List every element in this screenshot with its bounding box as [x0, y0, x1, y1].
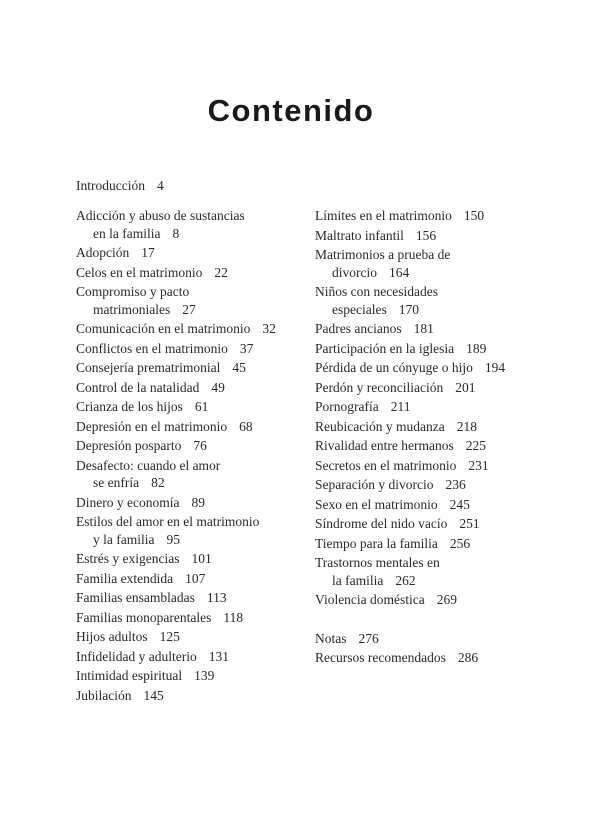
toc-entry [76, 437, 311, 455]
toc-entry [76, 550, 311, 568]
entry-label: Depresión en el matrimonio [76, 418, 228, 434]
entry-line-2 [76, 531, 311, 549]
entry-page: 218 [456, 418, 477, 434]
entry-label: Separación y divorcio [315, 477, 434, 492]
toc-entry [76, 648, 311, 666]
entry-page: 164 [389, 264, 410, 280]
entry-page: 211 [390, 399, 411, 414]
entry-page: 49 [211, 379, 225, 395]
toc-entry [315, 496, 550, 514]
toc-entry [315, 340, 550, 358]
toc-entry [76, 283, 311, 318]
entry-label: Participación en la iglesia [315, 340, 455, 356]
entry-line-1 [315, 283, 550, 301]
entry-line-2 [315, 301, 550, 319]
entry-line-1 [76, 513, 311, 531]
entry-page: 150 [463, 208, 485, 223]
entry-page: 286 [457, 650, 479, 665]
entry-page: 189 [466, 340, 487, 356]
entry-label-continued: se enfría [93, 475, 140, 490]
entry-page: 156 [415, 227, 437, 243]
toc-entry [76, 687, 311, 705]
toc-entry [315, 359, 550, 377]
toc-entry [76, 628, 311, 646]
entry-page: 145 [143, 687, 164, 703]
toc-entry [315, 283, 550, 318]
toc-entry [76, 589, 311, 607]
entry-label-continued: la familia [332, 572, 384, 588]
entry-label: Hijos adultos [76, 629, 148, 644]
entry-line-1 [76, 283, 311, 301]
entry-line-2 [315, 572, 550, 590]
toc-entry [315, 379, 550, 397]
entry-label: Tiempo para la familia [315, 535, 438, 551]
entry-page: 4 [156, 178, 164, 193]
entry-page: 8 [172, 225, 180, 241]
entry-page: 170 [398, 301, 419, 317]
toc-entry [315, 437, 550, 455]
toc-entry [76, 340, 311, 358]
entry-label: Familia extendida [76, 570, 174, 586]
entry-label: Reubicación y mudanza [315, 418, 445, 434]
entry-line-2 [315, 264, 550, 282]
toc-entry [76, 264, 311, 282]
entry-page: 113 [206, 590, 227, 605]
entry-page: 125 [159, 629, 180, 644]
entry-label: Compromiso y pacto [76, 284, 190, 299]
toc-entry [315, 630, 550, 648]
entry-page: 22 [214, 264, 228, 280]
entry-line-1 [76, 207, 311, 225]
entry-label: Sexo en el matrimonio [315, 496, 438, 512]
toc-entry [76, 457, 311, 492]
entry-label-continued: y la familia [93, 531, 155, 547]
entry-page: 76 [193, 438, 207, 453]
entry-page: 68 [239, 418, 253, 434]
entry-label: Adopción [76, 245, 130, 260]
entry-label-continued: matrimoniales [93, 301, 171, 317]
entry-label: Matrimonios a prueba de [315, 247, 451, 262]
entry-label: Celos en el matrimonio [76, 264, 203, 280]
entry-label: Recursos recomendados [315, 650, 446, 665]
entry-line-1 [76, 457, 311, 475]
section-gap [315, 611, 550, 630]
entry-label: Síndrome del nido vacío [315, 516, 448, 531]
toc-entry [76, 513, 311, 548]
toc-entry [315, 515, 550, 533]
page-title: Contenido [207, 93, 375, 128]
entry-page: 251 [459, 516, 480, 531]
toc-entry-introduccion [76, 178, 164, 194]
entry-label: Perdón y reconciliación [315, 379, 444, 395]
entry-page: 262 [395, 572, 416, 588]
entry-label: Conflictos en el matrimonio [76, 340, 228, 356]
entry-line-1 [315, 554, 550, 572]
entry-line-1 [315, 246, 550, 264]
toc-entry [315, 535, 550, 553]
entry-page: 231 [468, 457, 489, 473]
toc-entry [315, 591, 550, 609]
entry-label: Pornografía [315, 399, 379, 414]
toc-entry [315, 457, 550, 475]
entry-label: Pérdida de un cónyuge o hijo [315, 360, 473, 375]
entry-label: Secretos en el matrimonio [315, 457, 457, 473]
entry-label: Estilos del amor en el matrimonio [76, 514, 260, 529]
entry-label: Padres ancianos [315, 321, 402, 336]
toc-entry [315, 398, 550, 416]
entry-label: Dinero y economía [76, 494, 180, 510]
toc-entry [76, 418, 311, 436]
entry-line-2 [76, 474, 311, 492]
entry-page: 236 [445, 477, 466, 492]
toc-entry [315, 207, 550, 225]
entry-page: 194 [484, 360, 506, 375]
entry-page: 82 [151, 475, 165, 490]
entry-page: 269 [436, 592, 458, 607]
entry-label: Violencia doméstica [315, 592, 425, 607]
entry-label: Familias ensambladas [76, 590, 195, 605]
entry-label: Familias monoparentales [76, 609, 212, 625]
entry-label: Infidelidad y adulterio [76, 648, 197, 664]
entry-page: 181 [413, 321, 434, 336]
entry-label: Control de la natalidad [76, 379, 200, 395]
toc-left-column [76, 207, 311, 706]
toc-entry [76, 359, 311, 377]
toc-entry [315, 554, 550, 589]
toc-entry [76, 207, 311, 242]
entry-label: Desafecto: cuando el amor [76, 457, 221, 473]
toc-entry [315, 320, 550, 338]
entry-page: 139 [194, 668, 215, 683]
entry-page: 201 [455, 379, 476, 395]
entry-page: 276 [358, 630, 379, 646]
entry-page: 225 [465, 438, 486, 453]
toc-entry [315, 227, 550, 245]
entry-label: Comunicación en el matrimonio [76, 321, 251, 336]
entry-line-2 [76, 225, 311, 243]
entry-page: 245 [449, 496, 470, 512]
toc-entry [315, 649, 550, 667]
entry-page: 107 [185, 570, 206, 586]
toc-entry [315, 246, 550, 281]
toc-entry [76, 398, 311, 416]
toc-entry [76, 379, 311, 397]
entry-page: 32 [262, 321, 276, 336]
entry-label: Maltrato infantil [315, 227, 404, 243]
entry-label: Introducción [76, 178, 145, 193]
entry-label: Adicción y abuso de sustancias [76, 208, 245, 223]
entry-page: 101 [191, 551, 212, 566]
toc-entry [76, 494, 311, 512]
entry-label: Niños con necesidades [315, 284, 438, 299]
toc-entry [315, 476, 550, 494]
toc-right-column [315, 207, 550, 669]
toc-entry [76, 667, 311, 685]
entry-label: Notas [315, 630, 347, 646]
entry-line-2 [76, 301, 311, 319]
toc-entry [76, 609, 311, 627]
toc-entry [315, 418, 550, 436]
toc-entry [76, 570, 311, 588]
entry-label-continued: en la familia [93, 225, 161, 241]
entry-page: 131 [208, 648, 229, 664]
entry-label: Estrés y exigencias [76, 551, 180, 566]
entry-label-continued: divorcio [332, 264, 377, 280]
entry-label: Límites en el matrimonio [315, 208, 452, 223]
entry-label: Consejería prematrimonial [76, 360, 221, 375]
entry-page: 89 [191, 494, 205, 510]
entry-page: 95 [166, 531, 180, 547]
entry-page: 256 [449, 535, 471, 551]
entry-page: 27 [182, 301, 196, 317]
entry-page: 118 [223, 609, 244, 625]
entry-label: Jubilación [76, 687, 132, 703]
toc-entry [76, 320, 311, 338]
entry-page: 45 [232, 360, 246, 375]
entry-label: Trastornos mentales en [315, 555, 440, 570]
entry-page: 17 [141, 245, 155, 260]
toc-entry [76, 244, 311, 262]
entry-label: Rivalidad entre hermanos [315, 438, 454, 453]
entry-label: Depresión posparto [76, 438, 182, 453]
entry-label-continued: especiales [332, 301, 387, 317]
entry-page: 37 [239, 340, 254, 356]
entry-page: 61 [194, 399, 209, 414]
entry-label: Intimidad espiritual [76, 668, 183, 683]
entry-label: Crianza de los hijos [76, 399, 183, 414]
